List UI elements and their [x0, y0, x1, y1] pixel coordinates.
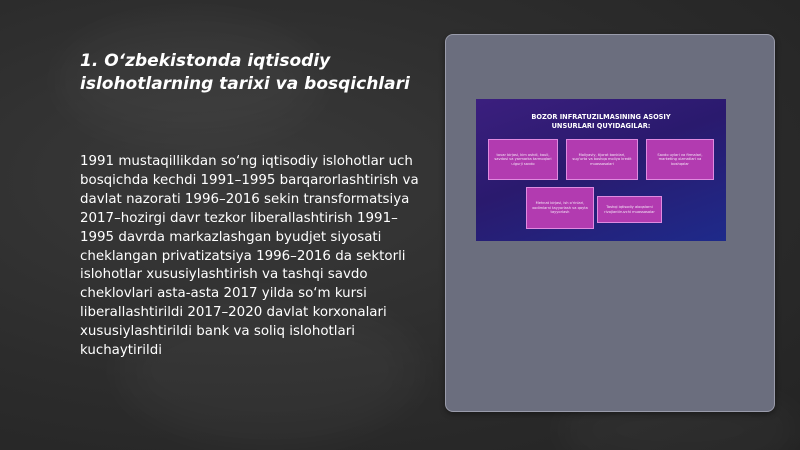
infographic-box-5 — [597, 196, 662, 223]
slide-title — [80, 50, 420, 96]
infographic-box-2-text: Moliyaviy, tijorat banklari, sug'urta va boshqa moliya kredit muassasalari — [572, 152, 632, 166]
infographic-box-1 — [488, 139, 558, 180]
infographic-title-line-2: UNSURLARI QUYIDAGILAR: — [551, 122, 651, 130]
slide-title-line-1: 1. O‘zbekistonda iqtisodiy — [80, 51, 331, 71]
infographic-box-5-text: Tashqi iqtisodiy aloqalarni rivojlantiruvchi muassasalar — [604, 204, 655, 214]
slide-body-text: 1991 mustaqillikdan so‘ng iqtisodiy islohotlar uch bosqichda kechdi 1991–1995 barqarorlashtirish va davlat nazorati 1996–2016 sekin transformatsiya 2017–hozirgi davr tezkor liberallashtirish 1991–1995 davrda markazlashgan byudjet siyosati cheklangan privatizatsiya 1996–2016 da sektorli islohotlar xususiylashtirish va tashqi savdo cheklovlari asta-asta 2017 yilda so‘m kursi liberallashtirildi 2017–2020 davlat korxonalari xususiylashtirildi bank va soliq islohotlari kuchaytirildi — [80, 154, 419, 359]
infographic-title — [476, 113, 726, 131]
slide-title-line-2: islohotlarning tarixi va bosqichlari — [80, 74, 410, 94]
infographic-box-2 — [566, 139, 638, 180]
infographic-box-1-text: tovar birjasi, kim oshdi, kauli, savdosi va yarmarka tarmoqlari ulgurji savdo — [494, 152, 552, 166]
infographic-box-3-text: Savdo uylari va firmalari, marketing xizmatlari va boshqalar — [657, 152, 703, 166]
infographic-box-4-text: Mehnat birjasi, ish o'rinlari, xodimlarni tayyorlash va qayta tayyorlash — [532, 201, 588, 215]
infographic-box-3 — [646, 139, 714, 180]
infographic-box-4 — [526, 187, 594, 229]
infographic-image — [476, 99, 726, 241]
image-panel — [445, 34, 775, 412]
infographic-title-line-1: BOZOR INFRATUZILMASINING ASOSIY — [531, 113, 671, 121]
